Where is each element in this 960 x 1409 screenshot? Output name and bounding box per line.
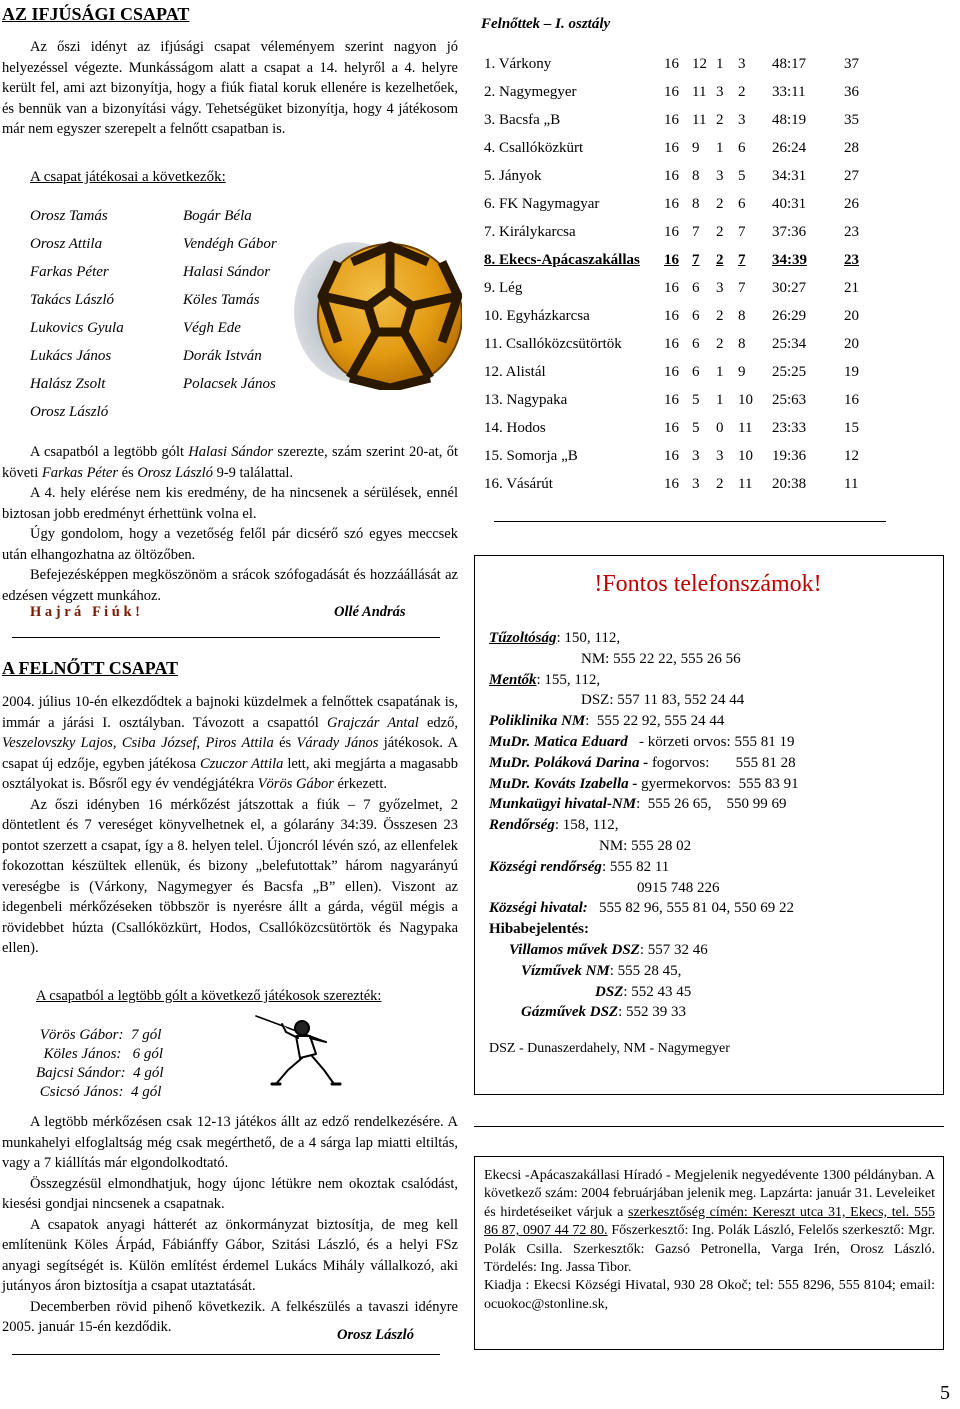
phone-entry: Rendőrség: 158, 112, [489, 817, 619, 834]
scorer-line: Vörös Gábor: 7 gól [36, 1027, 162, 1043]
adult-section [2, 656, 458, 959]
standings-cell: 6 [692, 280, 700, 296]
team-name: 11. Csallóközcsütörtök [484, 336, 622, 352]
standings-cell: 9 [692, 140, 700, 156]
standings-row [484, 386, 884, 414]
team-name: 3. Bacsfa „B [484, 112, 561, 128]
standings-cell: 5 [738, 168, 746, 184]
standings-table [484, 50, 884, 498]
phone-entry: Munkaügyi hivatal-NM: 555 26 65, 550 99 69 [489, 796, 787, 813]
imprint-text: Ekecsi -Apácaszakállasi Híradó - Megjelenik negyedévente 1300 példányban. A következő szám: 2004 februárjában jelenik meg. Lapzárta: január 31. Leveleiket és hirdetéseiket várjuk a szerkesztőség címén: Kereszt utca 31, Ekecs, tel. 555 86 87, 0907 44 72 80. Főszerkesztő: Ing. Polák László, Felelős szerkesztő: Mgr. Polák Csilla. Szerkesztők: Gazsó Petronella, Varga Irén, Orosz László. Tördelés: Ing. Jassa Tibor. [484, 1168, 936, 1276]
phone-entry: Vízművek NM: 555 28 45, [521, 962, 682, 979]
team-name: 9. Lég [484, 280, 523, 296]
standings-cell: 7 [738, 252, 746, 268]
standings-cell: 6 [738, 140, 746, 156]
standings-cell: 20:38 [772, 476, 807, 492]
phone-entry: 0915 748 226 [637, 879, 720, 896]
phone-entry: DSZ: 557 11 83, 552 24 44 [581, 692, 745, 709]
youth-paragraph: Befejezésképpen megköszönöm a srácok szófogadását és hozzáállását az edzésen végzett munkához. [2, 567, 458, 604]
player-name: Orosz László [30, 404, 109, 420]
standings-row [484, 50, 884, 78]
phone-entry: MuDr. Poláková Darina - fogorvos: 555 81 28 [489, 754, 796, 771]
scorer-name: Orosz László [137, 464, 213, 481]
youth-title: AZ IFJÚSÁGI CSAPAT [2, 4, 190, 24]
standings-cell: 25:34 [772, 336, 807, 352]
team-name: 7. Királykarcsa [484, 224, 576, 240]
players-column-1 [30, 202, 124, 426]
scorer-line: Bajcsi Sándor: 4 gól [36, 1065, 164, 1081]
player-name: Polacsek János [183, 376, 276, 392]
standings-cell: 3 [716, 448, 724, 464]
standings-row [484, 246, 884, 274]
standings-cell: 2 [716, 224, 724, 240]
standings-cell: 2 [716, 476, 724, 492]
standings-cell: 25:63 [772, 392, 807, 408]
standings-cell: 2 [716, 196, 724, 212]
phone-entry: MuDr. Kováts Izabella - gyermekorvos: 555 83 91 [489, 775, 799, 792]
youth-paragraph: Úgy gondolom, hogy a vezetőség felől pár dicsérő szó egyes meccsek után elhangozhatna az öltözőben. [2, 526, 458, 563]
standings-cell: 1 [716, 140, 724, 156]
divider [12, 637, 440, 638]
standings-cell: 8 [738, 336, 746, 352]
standings-cell: 16 [664, 252, 679, 268]
standings-cell: 12 [844, 448, 859, 464]
phone-entry: Tűzoltóság: 150, 112, [489, 630, 621, 646]
standings-cell: 6 [692, 308, 700, 324]
standings-cell: 11 [692, 84, 707, 100]
standings-cell: 3 [692, 476, 700, 492]
standings-cell: 33:11 [772, 84, 806, 100]
divider [12, 1354, 440, 1355]
standings-row [484, 190, 884, 218]
standings-cell: 23 [844, 252, 859, 268]
phone-entry: Hibabejelentés: [489, 921, 589, 938]
standings-cell: 3 [716, 168, 724, 184]
player-name: Farkas Péter [30, 264, 109, 280]
standings-cell: 25:25 [772, 364, 807, 380]
standings-row [484, 78, 884, 106]
phone-entry: Mentők: 155, 112, [489, 671, 601, 688]
adult-paragraph: A legtöbb mérkőzésen csak 12-13 játékos állt az edző rendelkezésére. A munkahelyi elfoglaltság még csak megérthető, de a 4 sárga lap miatti eltiltás, vagy a 7 kiállítás már elgondolkodtató. [2, 1114, 458, 1171]
standings-cell: 2 [738, 84, 746, 100]
standings-row [484, 302, 884, 330]
adult-paragraph: Összegzésül elmondhatjuk, hogy újonc létükre nem okoztak csalódást, kiesési gondjai nincsenek a csapatnak. [2, 1175, 458, 1212]
standings-cell: 34:39 [772, 252, 807, 268]
fencer-icon [240, 1008, 360, 1088]
team-name: 15. Somorja „B [484, 448, 578, 464]
standings-cell: 3 [716, 280, 724, 296]
phone-entry: Községi hivatal: 555 82 96, 555 81 04, 550 69 22 [489, 900, 795, 917]
standings-cell: 1 [716, 392, 724, 408]
standings-cell: 11 [692, 112, 707, 128]
standings-cell: 19 [844, 364, 859, 380]
phone-entry: NM: 555 28 02 [599, 837, 692, 854]
standings-row [484, 470, 884, 498]
standings-cell: 16 [664, 280, 679, 296]
adult-author: Orosz László [337, 1327, 414, 1343]
phone-numbers-box [474, 555, 944, 1095]
standings-cell: 0 [716, 420, 724, 436]
standings-cell: 2 [716, 336, 724, 352]
standings-cell: 20 [844, 336, 859, 352]
standings-cell: 10 [738, 448, 753, 464]
player-name: Bogár Béla [183, 208, 252, 224]
youth-author: Ollé András [334, 604, 406, 620]
youth-scorers-paragraph: A csapatból a legtöbb gólt Halasi Sándor szerezte, szám szerint 20-at, őt követi Farkas Péter és Orosz László 9-9 találattal. [2, 444, 458, 481]
standings-cell: 9 [738, 364, 746, 380]
standings-cell: 48:17 [772, 56, 807, 72]
phone-entry: Poliklinika NM: 555 22 92, 555 24 44 [489, 713, 725, 730]
standings-cell: 16 [664, 448, 679, 464]
team-name: 10. Egyházkarcsa [484, 308, 590, 324]
standings-cell: 3 [716, 84, 724, 100]
player-name: Lukovics Gyula [30, 320, 124, 336]
standings-cell: 7 [692, 224, 700, 240]
scorer-name: Farkas Péter [41, 464, 118, 481]
standings-cell: 8 [692, 196, 700, 212]
adult-title: A FELNŐTT CSAPAT [2, 658, 179, 678]
standings-cell: 37 [844, 56, 859, 72]
imprint-box [474, 1156, 944, 1350]
standings-row [484, 134, 884, 162]
standings-row [484, 274, 884, 302]
players-column-2 [183, 202, 277, 398]
standings-cell: 26 [844, 196, 859, 212]
standings-row [484, 162, 884, 190]
standings-cell: 16 [664, 196, 679, 212]
standings-cell: 7 [692, 252, 700, 268]
scorer-line: Köles János: 6 gól [36, 1046, 164, 1062]
standings-cell: 15 [844, 420, 859, 436]
standings-cell: 16 [844, 392, 859, 408]
standings-cell: 35 [844, 112, 859, 128]
team-name: 14. Hodos [484, 420, 546, 436]
player-name: Halász Zsolt [30, 376, 106, 392]
team-name: 4. Csallóközkürt [484, 140, 584, 156]
standings-cell: 8 [692, 168, 700, 184]
team-name: 8. Ekecs-Apácaszakállas [484, 252, 640, 268]
player-name: Végh Ede [183, 320, 241, 336]
standings-cell: 21 [844, 280, 859, 296]
standings-cell: 11 [738, 476, 753, 492]
phone-entry: MuDr. Matica Eduard - körzeti orvos: 555 81 19 [489, 733, 795, 750]
divider [494, 521, 886, 522]
standings-cell: 20 [844, 308, 859, 324]
standings-cell: 23:33 [772, 420, 807, 436]
standings-heading: Felnőttek – I. osztály [481, 16, 611, 32]
player-name: Takács László [30, 292, 115, 308]
standings-cell: 26:24 [772, 140, 807, 156]
player-name: Orosz Attila [30, 236, 103, 252]
standings-cell: 16 [664, 168, 679, 184]
standings-cell: 2 [716, 112, 724, 128]
standings-cell: 23 [844, 224, 859, 240]
closing-slogan: H a j r á F i ú k ! [30, 604, 140, 620]
standings-cell: 3 [738, 112, 746, 128]
standings-cell: 6 [692, 364, 700, 380]
handball-ball-icon [292, 238, 462, 390]
adult-body-2 [2, 1112, 458, 1338]
standings-cell: 2 [716, 252, 724, 268]
scorer-line: Csicsó János: 4 gól [36, 1084, 162, 1100]
imprint-publisher: Kiadja : Ekecsi Községi Hivatal, 930 28 Okoč; tel: 555 8296, 555 8104; email: ocuokoc@stonline.sk, [484, 1278, 935, 1312]
standings-row [484, 330, 884, 358]
standings-cell: 7 [738, 224, 746, 240]
adult-paragraph: 2004. július 10-én elkezdődtek a bajnoki küzdelmek a felnőttek csapatának is, immár a járási I. osztályban. Távozott a csapattól Grajczár Antal edző, Veszelovszky Lajos, Csiba József, Piros Attila és Várady János játékosok. A csapat új edzője, egyben játékosa Czuczor Attila lett, aki megjárta a magasabb osztályokat is. Bősről egy év vendégjátékra Vörös Gábor érkezett. [2, 694, 458, 792]
standings-cell: 5 [692, 420, 700, 436]
standings-cell: 40:31 [772, 196, 807, 212]
team-name: 6. FK Nagymagyar [484, 196, 600, 212]
youth-intro: Az őszi idényt az ifjúsági csapat véleményem szerint nagyon jó helyezéssel végezte. Munkásságom alatt a csapat a 14. helyről a 4. helyre került fel, ami azt bizonyítja, hogy a fiúk fiatal koruk ellenére is kezelhetőek, és bennük van a bizonyítási vágy. Tehetségüket bizonyítja, hogy 4 játékosom már nem egyszer szerepelt a felnőtt csapatban is. [2, 39, 458, 137]
standings-cell: 3 [692, 448, 700, 464]
player-name: Lukács János [30, 348, 112, 364]
standings-cell: 16 [664, 224, 679, 240]
team-name: 13. Nagypaka [484, 392, 568, 408]
standings-cell: 1 [716, 56, 724, 72]
standings-cell: 16 [664, 140, 679, 156]
standings-row [484, 358, 884, 386]
phone-box-note: DSZ - Dunaszerdahely, NM - Nagymegyer [489, 1041, 730, 1056]
standings-cell: 5 [692, 392, 700, 408]
standings-cell: 11 [844, 476, 859, 492]
standings-row [484, 442, 884, 470]
team-name: 1. Várkony [484, 56, 552, 72]
standings-cell: 16 [664, 336, 679, 352]
standings-cell: 8 [738, 308, 746, 324]
player-name: Dorák István [183, 348, 262, 364]
phone-entry: Villamos művek DSZ: 557 32 46 [509, 941, 708, 958]
standings-cell: 16 [664, 84, 679, 100]
standings-cell: 27 [844, 168, 859, 184]
standings-cell: 16 [664, 392, 679, 408]
team-name: 12. Alistál [484, 364, 546, 380]
player-name: Orosz Tamás [30, 208, 108, 224]
standings-cell: 10 [738, 392, 753, 408]
phone-list [489, 628, 799, 1023]
standings-cell: 30:27 [772, 280, 807, 296]
standings-cell: 37:36 [772, 224, 807, 240]
phone-entry: DSZ: 552 43 45 [595, 983, 692, 1000]
divider [474, 1126, 944, 1127]
youth-paragraph: A 4. hely elérése nem kis eredmény, de ha nincsenek a sérülések, ennél biztosan jobb eredményt érhettünk volna el. [2, 485, 458, 522]
standings-cell: 16 [664, 420, 679, 436]
standings-cell: 26:29 [772, 308, 807, 324]
standings-cell: 12 [692, 56, 707, 72]
youth-body [2, 442, 458, 606]
standings-row [484, 218, 884, 246]
players-heading: A csapat játékosai a következők: [30, 169, 226, 185]
standings-cell: 48:19 [772, 112, 807, 128]
phone-box-title: !Fontos telefonszámok! [594, 571, 822, 597]
standings-row [484, 106, 884, 134]
standings-cell: 7 [738, 280, 746, 296]
standings-cell: 16 [664, 476, 679, 492]
adult-paragraph: Decemberben rövid pihenő következik. A felkészülés a tavaszi idényre 2005. január 15-én kezdődik. [2, 1298, 458, 1335]
standings-cell: 6 [692, 336, 700, 352]
player-name: Halasi Sándor [183, 264, 271, 280]
phone-entry: Gázművek DSZ: 552 39 33 [521, 1004, 687, 1021]
standings-cell: 6 [738, 196, 746, 212]
standings-cell: 11 [738, 420, 753, 436]
phone-entry: Községi rendőrség: 555 82 11 [489, 858, 670, 875]
adult-scorers-list [36, 1026, 164, 1102]
team-name: 2. Nagymegyer [484, 84, 577, 100]
player-name: Köles Tamás [183, 292, 260, 308]
standings-row [484, 414, 884, 442]
youth-section [2, 2, 458, 140]
standings-cell: 16 [664, 308, 679, 324]
standings-cell: 36 [844, 84, 859, 100]
adult-paragraph: Az őszi idényben 16 mérkőzést játszottak a fiúk – 7 győzelmet, 2 döntetlent és 7 vereséget könyvelhetnek el, a gólarány 34:39. Összesen 23 pontot szerzett a csapat, így a 8. helyen telel. Újoncról lévén szó, az ellenfelek fokozottan készültek ellenük, és bizony „belefutottak” három nagyarányú vereségbe is (Várkony, Nagymegyer és Bacsfa „B” ellen). Viszont az idegenbeli mérkőzéseken többször is nyerésre állt a gárda, végül mégis a rövidebbet húzta (Csallóközkürt, Hodos, Csallóközcsütörtök és Nagypaka ellen). [2, 796, 458, 956]
standings-cell: 34:31 [772, 168, 807, 184]
team-name: 16. Vásárút [484, 476, 553, 492]
standings-cell: 19:36 [772, 448, 807, 464]
phone-entry: NM: 555 22 22, 555 26 56 [581, 650, 741, 667]
standings-cell: 16 [664, 56, 679, 72]
standings-cell: 28 [844, 140, 859, 156]
adult-paragraph: A csapatok anyagi hátterét az önkormányzat biztosítja, de meg kell említenünk Köles Árpád, Fábiánffy Gábor, Szitási László, és a helyi FSz anyagi segítségét is. Külön említést érdemel Lukács Mihály vállalkozó, aki jutányos áron biztosítja a csapat utaztatását. [2, 1216, 458, 1294]
adult-scorers-heading: A csapatból a legtöbb gólt a következő játékosok szerezték: [36, 988, 382, 1004]
standings-cell: 1 [716, 364, 724, 380]
player-name: Vendégh Gábor [183, 236, 277, 252]
page-number: 5 [940, 1382, 950, 1404]
standings-cell: 16 [664, 364, 679, 380]
scorer-name: Halasi Sándor [188, 444, 274, 460]
standings-cell: 2 [716, 308, 724, 324]
standings-cell: 16 [664, 112, 679, 128]
standings-cell: 3 [738, 56, 746, 72]
team-name: 5. Jányok [484, 168, 542, 184]
